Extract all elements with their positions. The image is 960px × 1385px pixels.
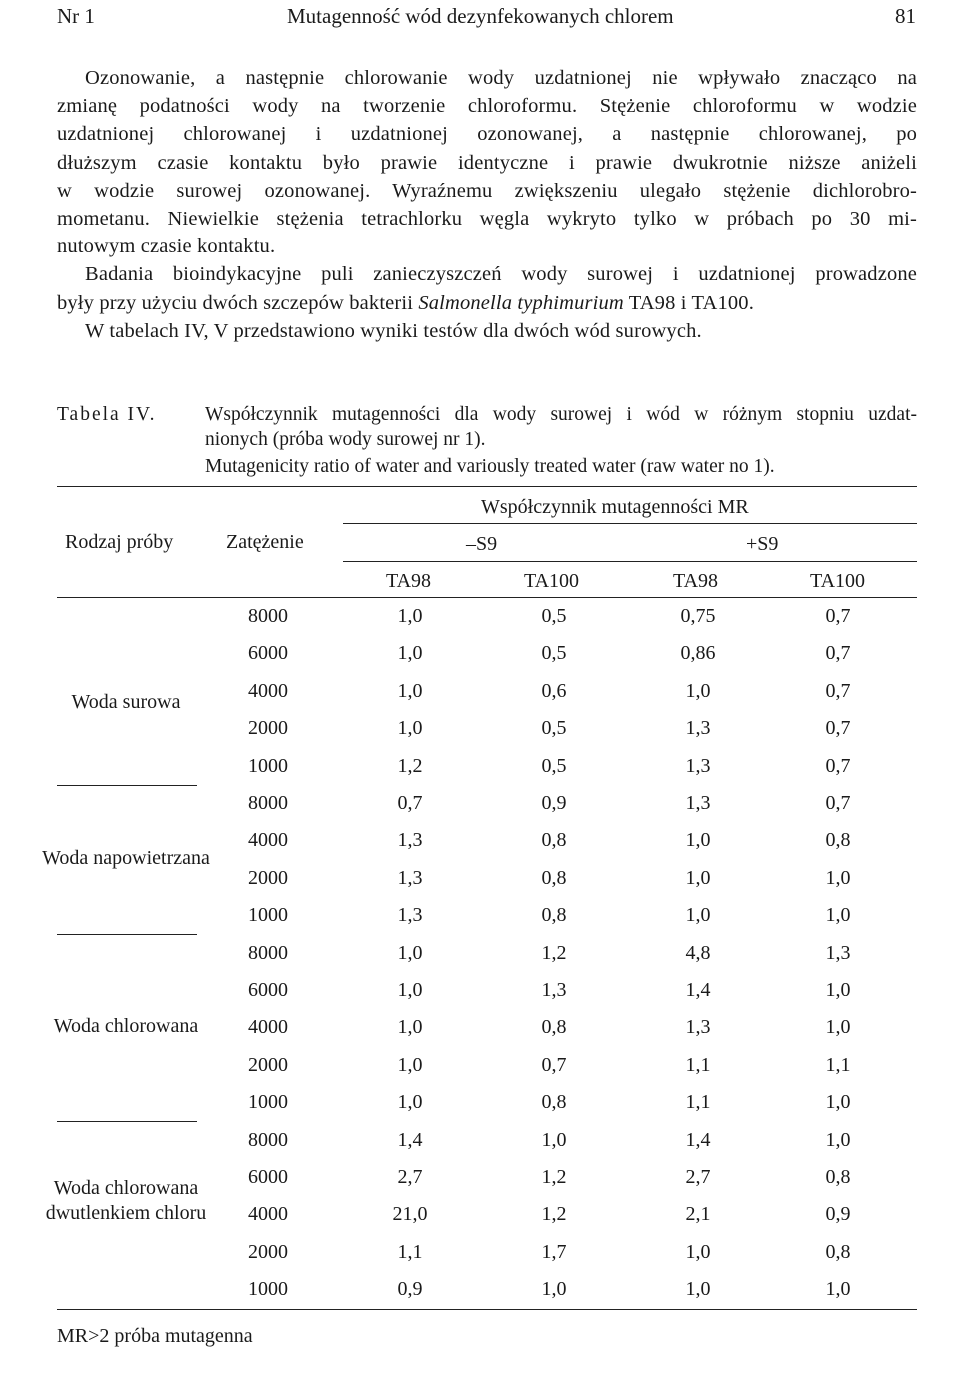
body-text: były przy użyciu dwóch szczepów bakterii <box>57 292 419 314</box>
mr-value-cell: 1,4 <box>397 1128 423 1151</box>
group-rule <box>57 934 197 935</box>
col-header-strain: TA98 <box>673 570 719 592</box>
mr-value-cell: 2,7 <box>397 1166 423 1188</box>
mr-value-cell: 1,0 <box>685 679 711 702</box>
load-cell: 8000 <box>248 605 288 627</box>
mr-value-cell: 1,1 <box>825 1053 851 1076</box>
mr-value-cell: 1,0 <box>397 1016 423 1039</box>
mr-value-cell: 1,0 <box>397 679 423 702</box>
mr-value-cell: 4,8 <box>685 941 711 964</box>
s9-header-rule <box>343 561 917 562</box>
table-caption-pl: Współczynnik mutagenności dla wody surowej i wód w różnym stopniu uzdat- <box>205 404 917 425</box>
load-cell: 6000 <box>248 642 288 665</box>
mr-value-cell: 0,7 <box>825 792 851 814</box>
col-header-plus-s9: +S9 <box>746 533 779 555</box>
species-name: Salmonella typhimurium <box>418 292 624 314</box>
load-cell: 1000 <box>248 1091 288 1114</box>
body-text: TA98 i TA100. <box>623 292 754 314</box>
page-number: 81 <box>895 4 916 28</box>
mr-value-cell: 0,7 <box>825 679 851 702</box>
mr-value-cell: 1,7 <box>541 1240 567 1263</box>
table-caption-label: Tabela IV. <box>57 404 157 425</box>
table-top-rule <box>57 486 917 487</box>
mr-value-cell: 1,0 <box>685 1278 711 1301</box>
col-header-minus-s9: –S9 <box>466 533 498 555</box>
col-header-mr: Współczynnik mutagenności MR <box>481 496 749 518</box>
mr-value-cell: 0,7 <box>825 605 851 627</box>
body-line: zmianę podatności wody na tworzenie chloroformu. Stężenie chloroformu w wodzie <box>57 95 917 117</box>
mr-value-cell: 0,8 <box>825 829 851 852</box>
mr-value-cell: 0,5 <box>541 642 567 665</box>
page-journal-number: Nr 1 <box>57 4 95 28</box>
body-line: w wodzie surowej ozonowanej. Wyraźnemu zwiększeniu ulegało stężenie dichlorobro- <box>57 180 917 202</box>
mr-value-cell: 1,0 <box>397 1091 423 1114</box>
mr-value-cell: 2,7 <box>685 1166 711 1188</box>
mr-value-cell: 1,3 <box>397 866 423 889</box>
mr-value-cell: 1,0 <box>825 904 851 927</box>
mr-value-cell: 0,5 <box>541 717 567 740</box>
load-cell: 6000 <box>248 1166 288 1188</box>
mr-value-cell: 1,4 <box>685 1128 711 1151</box>
table-caption-pl: nionych (próba wody surowej nr 1). <box>205 429 486 450</box>
mr-value-cell: 1,3 <box>685 1016 711 1039</box>
load-cell: 6000 <box>248 979 288 1001</box>
mr-value-cell: 1,2 <box>397 754 423 777</box>
body-line <box>57 292 917 315</box>
table-footnote: MR>2 próba mutagenna <box>57 1325 253 1347</box>
mr-value-cell: 0,9 <box>541 792 567 814</box>
table-caption-en: Mutagenicity ratio of water and variously treated water (raw water no 1). <box>205 456 775 477</box>
body-line: nutowym czasie kontaktu. <box>57 235 276 257</box>
running-title: Mutagenność wód dezynfekowanych chlorem <box>287 4 674 28</box>
body-line: dłuższym czasie kontaktu było prawie identyczne i prawie dwukrotnie niższe aniżeli <box>57 152 917 174</box>
mr-value-cell: 1,0 <box>397 941 423 964</box>
mr-value-cell: 1,2 <box>541 941 567 964</box>
mr-value-cell: 0,8 <box>541 829 567 852</box>
mr-value-cell: 0,8 <box>541 904 567 927</box>
load-cell: 8000 <box>248 941 288 964</box>
mr-value-cell: 0,5 <box>541 605 567 627</box>
mr-value-cell: 1,3 <box>397 829 423 852</box>
mr-value-cell: 1,0 <box>825 866 851 889</box>
mr-value-cell: 1,2 <box>541 1203 567 1226</box>
mr-value-cell: 0,8 <box>541 866 567 889</box>
load-cell: 1000 <box>248 1278 288 1301</box>
mr-value-cell: 0,9 <box>825 1203 851 1226</box>
body-line: Badania bioindykacyjne puli zanieczyszczeń wody surowej i uzdatnionej prowadzone <box>85 263 917 285</box>
load-cell: 2000 <box>248 1240 288 1263</box>
mr-value-cell: 1,0 <box>397 979 423 1001</box>
col-header-strain: TA100 <box>524 570 580 592</box>
header-bottom-rule <box>57 597 917 598</box>
mr-value-cell: 2,1 <box>685 1203 711 1226</box>
mr-value-cell: 1,1 <box>685 1053 711 1076</box>
group-rule <box>57 785 197 786</box>
body-line: W tabelach IV, V przedstawiono wyniki testów dla dwóch wód surowych. <box>85 320 702 342</box>
load-cell: 8000 <box>248 1128 288 1151</box>
mr-value-cell: 1,0 <box>541 1128 567 1151</box>
mr-value-cell: 1,0 <box>685 866 711 889</box>
mr-value-cell: 1,3 <box>825 941 851 964</box>
mr-value-cell: 1,1 <box>397 1240 423 1263</box>
mr-value-cell: 0,7 <box>541 1053 567 1076</box>
mr-value-cell: 1,0 <box>685 1240 711 1263</box>
mr-value-cell: 1,0 <box>397 1053 423 1076</box>
load-cell: 4000 <box>248 1203 288 1226</box>
mr-value-cell: 0,7 <box>825 754 851 777</box>
col-header-load: Zatężenie <box>226 531 304 553</box>
body-line: uzdatnionej chlorowanej i uzdatnionej ozonowanej, a następnie chlorowanej, po <box>57 123 917 145</box>
mr-value-cell: 1,0 <box>825 979 851 1001</box>
mr-value-cell: 0,8 <box>825 1240 851 1263</box>
mr-value-cell: 0,8 <box>541 1091 567 1114</box>
mr-value-cell: 1,0 <box>541 1278 567 1301</box>
mr-value-cell: 1,3 <box>397 904 423 927</box>
mr-value-cell: 1,3 <box>685 754 711 777</box>
load-cell: 4000 <box>248 1016 288 1039</box>
load-cell: 1000 <box>248 754 288 777</box>
mr-value-cell: 0,7 <box>825 642 851 665</box>
mr-value-cell: 0,8 <box>541 1016 567 1039</box>
body-line: mometanu. Niewielkie stężenia tetrachlorku węgla wykryto tylko w próbach po 30 mi- <box>57 208 917 230</box>
mr-value-cell: 1,0 <box>825 1091 851 1114</box>
table-bottom-rule <box>57 1309 917 1310</box>
mr-value-cell: 1,2 <box>541 1166 567 1188</box>
sample-type-label: Woda chlorowana dwutlenkiem chloru <box>45 1177 207 1225</box>
mr-value-cell: 1,0 <box>685 904 711 927</box>
mr-value-cell: 1,3 <box>685 717 711 740</box>
mr-value-cell: 0,86 <box>680 642 716 665</box>
mr-value-cell: 1,3 <box>541 979 567 1001</box>
col-header-strain: TA100 <box>810 570 866 592</box>
mr-value-cell: 1,0 <box>397 642 423 665</box>
mr-value-cell: 1,0 <box>825 1016 851 1039</box>
col-header-strain: TA98 <box>386 570 432 592</box>
mr-header-rule <box>343 523 917 524</box>
col-header-sample: Rodzaj próby <box>65 531 174 553</box>
mr-value-cell: 0,7 <box>825 717 851 740</box>
mr-value-cell: 0,9 <box>397 1278 423 1301</box>
sample-type-label: Woda chlorowana <box>53 1015 199 1038</box>
load-cell: 2000 <box>248 1053 288 1076</box>
mr-value-cell: 1,3 <box>685 792 711 814</box>
mr-value-cell: 0,7 <box>397 792 423 814</box>
load-cell: 2000 <box>248 866 288 889</box>
group-rule <box>57 1121 197 1122</box>
mr-value-cell: 1,0 <box>825 1278 851 1301</box>
sample-type-label: Woda napowietrzana <box>42 846 210 869</box>
body-line: Ozonowanie, a następnie chlorowanie wody uzdatnionej nie wpływało znacząco na <box>85 67 917 89</box>
load-cell: 4000 <box>248 829 288 852</box>
mr-value-cell: 1,0 <box>685 829 711 852</box>
load-cell: 1000 <box>248 904 288 927</box>
load-cell: 2000 <box>248 717 288 740</box>
load-cell: 8000 <box>248 792 288 814</box>
mr-value-cell: 0,5 <box>541 754 567 777</box>
mr-value-cell: 0,75 <box>680 605 716 627</box>
load-cell: 4000 <box>248 679 288 702</box>
mr-value-cell: 1,4 <box>685 979 711 1001</box>
mr-value-cell: 0,6 <box>541 679 567 702</box>
sample-type-label: Woda surowa <box>71 691 181 713</box>
mr-value-cell: 1,0 <box>825 1128 851 1151</box>
mr-value-cell: 1,1 <box>685 1091 711 1114</box>
mr-value-cell: 1,0 <box>397 717 423 740</box>
mr-value-cell: 1,0 <box>397 605 423 627</box>
mr-value-cell: 0,8 <box>825 1166 851 1188</box>
mr-value-cell: 21,0 <box>392 1203 428 1226</box>
